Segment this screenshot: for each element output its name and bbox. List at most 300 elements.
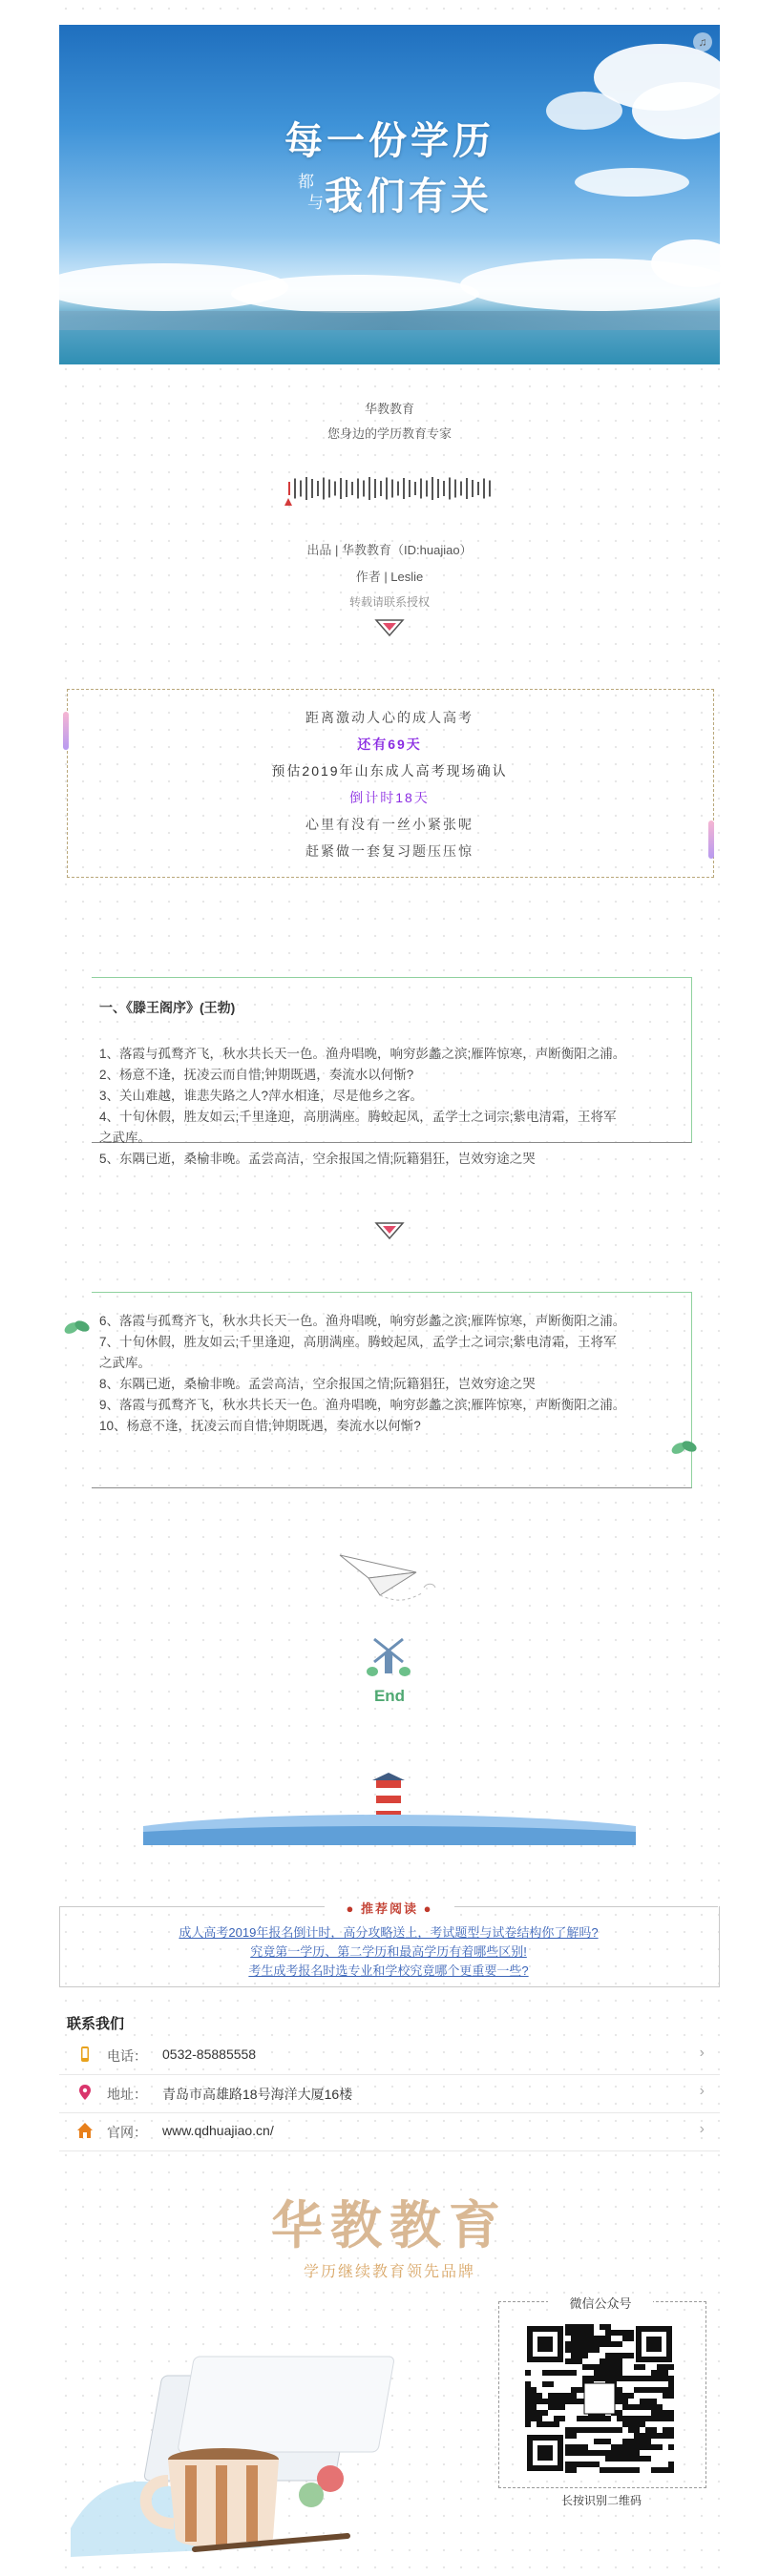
qr-module [657, 2444, 663, 2450]
waveform-bar [432, 477, 433, 500]
qr-module [577, 2444, 582, 2450]
qr-module [640, 2416, 645, 2421]
qr-module [559, 2416, 565, 2421]
waveform-bar [426, 481, 428, 497]
qr-module [645, 2387, 651, 2393]
qr-module [617, 2353, 622, 2358]
waveform-bar [334, 482, 336, 496]
qr-module [640, 2399, 645, 2404]
location-pin-icon [76, 2084, 94, 2101]
waveform-bar [449, 478, 451, 500]
credit-reprint: 转载请联系授权 [348, 595, 430, 609]
qr-module [542, 2370, 548, 2376]
qr-module [571, 2450, 577, 2456]
qr-module [531, 2410, 537, 2416]
qr-module [548, 2370, 554, 2376]
qr-module [571, 2444, 577, 2450]
qr-module [611, 2427, 617, 2433]
qr-code[interactable] [525, 2324, 674, 2473]
qr-module [588, 2364, 594, 2370]
qr-module [657, 2364, 663, 2370]
qr-module [628, 2439, 634, 2444]
qr-module [628, 2456, 634, 2462]
qr-module [600, 2439, 605, 2444]
divider-triangle-icon [374, 618, 405, 637]
qr-module [525, 2404, 531, 2410]
qr-module [554, 2416, 559, 2421]
qr-module [617, 2330, 622, 2336]
music-note-icon[interactable]: ♫ [693, 32, 712, 52]
qr-module [657, 2370, 663, 2376]
qr-module [634, 2450, 640, 2456]
qr-module [565, 2462, 571, 2467]
waveform-bar [472, 480, 474, 497]
qr-module [622, 2330, 628, 2336]
chevron-right-icon: › [699, 2121, 705, 2137]
qr-module [531, 2404, 537, 2410]
qr-module [617, 2364, 622, 2370]
qr-module [571, 2358, 577, 2364]
qr-module [548, 2404, 554, 2410]
qr-module [582, 2341, 588, 2347]
qr-module [582, 2336, 588, 2341]
qr-module [525, 2381, 531, 2387]
qr-module [582, 2427, 588, 2433]
qr-module [617, 2399, 622, 2404]
waveform-bar [288, 482, 290, 495]
qr-module [565, 2399, 571, 2404]
qr-module [594, 2462, 600, 2467]
qr-module [611, 2341, 617, 2347]
qr-module [617, 2376, 622, 2381]
qr-module [565, 2393, 571, 2399]
qr-module [622, 2467, 628, 2473]
qr-module [617, 2416, 622, 2421]
waveform-bar [294, 479, 296, 499]
qr-module [525, 2416, 531, 2421]
hero-small-char1: 都 [298, 173, 314, 191]
qr-module [594, 2364, 600, 2370]
qr-module [582, 2462, 588, 2467]
waveform-bar [397, 482, 399, 496]
qr-module [577, 2416, 582, 2421]
qr-module [611, 2450, 617, 2456]
contact-address-row[interactable] [59, 2074, 720, 2113]
poem-line: 之武库。 [99, 1131, 151, 1145]
countdown-line1: 距离激动人心的成人高考 [305, 710, 474, 725]
qr-module [628, 2376, 634, 2381]
qr-module [657, 2467, 663, 2473]
qr-module [594, 2439, 600, 2444]
qr-module [571, 2336, 577, 2341]
waveform-bar [340, 478, 342, 499]
qr-module [617, 2410, 622, 2416]
qr-module [651, 2433, 657, 2439]
qr-module [537, 2410, 542, 2416]
qr-module [645, 2439, 651, 2444]
contact-label: 官网： [107, 2125, 147, 2140]
qr-module [577, 2358, 582, 2364]
recommend-link[interactable]: 成人高考2019年报名倒计时，高分攻略送上，考试题型与试卷结构你了解吗? [179, 1925, 599, 1940]
qr-module [525, 2387, 531, 2393]
qr-module [622, 2416, 628, 2421]
qr-module [611, 2376, 617, 2381]
qr-module [668, 2376, 674, 2381]
qr-module [622, 2404, 628, 2410]
countdown-days: 还有69天 [357, 737, 422, 752]
qr-module [617, 2456, 622, 2462]
waveform-bar [374, 479, 376, 498]
waveform-bar [403, 478, 405, 499]
qr-module [582, 2376, 588, 2381]
qr-module [565, 2427, 571, 2433]
qr-module [628, 2444, 634, 2450]
qr-module [645, 2427, 651, 2433]
qr-module [548, 2381, 554, 2387]
end-label: End [373, 1687, 406, 1705]
waveform-bar [454, 480, 456, 498]
poem-line: 3、关山难越，谁悲失路之人?萍水相逢，尽是他乡之客。 [99, 1089, 424, 1103]
qr-module [622, 2376, 628, 2381]
countdown-line3: 预估2019年山东成人高考现场确认 [271, 763, 508, 779]
qr-module [628, 2416, 634, 2421]
qr-module [588, 2341, 594, 2347]
qr-module [657, 2404, 663, 2410]
qr-module [651, 2427, 657, 2433]
qr-module [657, 2376, 663, 2381]
qr-module [634, 2456, 640, 2462]
waveform-bar [380, 481, 382, 496]
qr-module [657, 2433, 663, 2439]
qr-module [588, 2427, 594, 2433]
qr-module [628, 2393, 634, 2399]
qr-module [577, 2427, 582, 2433]
recommend-links [59, 1923, 718, 1981]
contact-label: 地址： [107, 2087, 147, 2102]
qr-module [663, 2433, 668, 2439]
brand-tagline: 您身边的学历教育专家 [326, 426, 452, 441]
qr-module [663, 2364, 668, 2370]
waveform-bar [305, 477, 307, 500]
qr-module [611, 2358, 617, 2364]
qr-module [554, 2399, 559, 2404]
qr-module [588, 2336, 594, 2341]
poem-line: 9、落霞与孤鹜齐飞，秋水共长天一色。渔舟唱晚，响穷彭蠡之滨;雁阵惊寒，声断衡阳之浦。 [99, 1398, 626, 1412]
waveform-bar [323, 478, 325, 500]
recommend-link[interactable]: 考生成考报名时选专业和学校究竟哪个更重要一些? [248, 1963, 529, 1978]
qr-module [600, 2450, 605, 2456]
lighthouse-scene [143, 1773, 636, 1845]
qr-module [645, 2404, 651, 2410]
qr-module [651, 2410, 657, 2416]
qr-module [668, 2393, 674, 2399]
qr-module [571, 2399, 577, 2404]
waveform-bar [363, 481, 365, 497]
qr-module [605, 2370, 611, 2376]
qr-module [594, 2347, 600, 2353]
qr-module [537, 2393, 542, 2399]
qr-module [605, 2467, 611, 2473]
credit-author: 作者 | Leslie [355, 570, 424, 584]
qr-module [554, 2421, 559, 2427]
qr-module [577, 2341, 582, 2347]
qr-module [605, 2336, 611, 2341]
paper-plane-icon [330, 1546, 445, 1612]
qr-module [628, 2421, 634, 2427]
qr-module [588, 2376, 594, 2381]
poem-line: 4、十旬休假，胜友如云;千里逢迎，高朋满座。腾蛟起凤，孟学士之词宗;紫电清霜，王将军 [99, 1110, 617, 1124]
qr-module [611, 2370, 617, 2376]
qr-module [594, 2450, 600, 2456]
contact-website-row[interactable] [59, 2112, 720, 2151]
qr-module [571, 2347, 577, 2353]
hero-small-char2: 与 [307, 194, 324, 212]
qr-module [525, 2393, 531, 2399]
qr-module [668, 2364, 674, 2370]
section2-list [99, 1311, 682, 1437]
qr-module [605, 2416, 611, 2421]
qr-module [577, 2387, 582, 2393]
qr-module [617, 2387, 622, 2393]
qr-module [565, 2330, 571, 2336]
qr-module [565, 2341, 571, 2347]
qr-module [651, 2370, 657, 2376]
poem-line: 1、落霞与孤鹜齐飞，秋水共长天一色。渔舟唱晚，响穷彭蠡之滨;雁阵惊寒，声断衡阳之浦。 [99, 1047, 626, 1061]
qr-module [525, 2370, 531, 2376]
qr-module [668, 2416, 674, 2421]
qr-module [571, 2467, 577, 2473]
qr-module [605, 2358, 611, 2364]
qr-module [651, 2416, 657, 2421]
qr-module [582, 2416, 588, 2421]
contact-phone-row[interactable] [59, 2036, 720, 2075]
qr-module [668, 2444, 674, 2450]
phone-value: 0532-85885558 [162, 2046, 257, 2062]
qr-module [640, 2421, 645, 2427]
waveform-bar [368, 477, 370, 500]
qr-module [525, 2410, 531, 2416]
qr-module [668, 2381, 674, 2387]
qr-module [640, 2439, 645, 2444]
qr-module [525, 2399, 531, 2404]
qr-module [582, 2444, 588, 2450]
qr-module [582, 2330, 588, 2336]
qr-module [600, 2370, 605, 2376]
poem-line: 2、杨意不逢，抚凌云而自惜;钟期既遇，奏流水以何惭? [99, 1068, 414, 1082]
qr-module [571, 2330, 577, 2336]
waveform-bar [483, 479, 485, 499]
qr-module [668, 2462, 674, 2467]
qr-module [594, 2341, 600, 2347]
qr-module [634, 2421, 640, 2427]
poem-line: 5、东隅已逝，桑榆非晚。孟尝高洁，空余报国之情;阮籍猖狂，岂效穷途之哭 [99, 1152, 536, 1166]
waveform-bar [357, 479, 359, 499]
qr-module [559, 2393, 565, 2399]
qr-module [617, 2370, 622, 2376]
home-icon [76, 2122, 94, 2139]
qr-hint: 长按识别二维码 [560, 2494, 642, 2507]
website-value: www.qdhuajiao.cn/ [162, 2123, 274, 2138]
qr-module [628, 2427, 634, 2433]
qr-module [588, 2450, 594, 2456]
qr-title: 微信公众号 [548, 2294, 653, 2312]
qr-module [605, 2364, 611, 2370]
credit-source: 出品 | 华教教育（ID:huajiao） [306, 543, 473, 557]
coffee-books-illustration [61, 2299, 481, 2566]
qr-module [600, 2341, 605, 2347]
qr-module [622, 2353, 628, 2358]
qr-module [651, 2467, 657, 2473]
address-value: 青岛市高雄路18号海洋大厦16楼 [162, 2087, 353, 2102]
waveform-bar [443, 481, 445, 496]
qr-module [634, 2433, 640, 2439]
qr-module [588, 2416, 594, 2421]
recommend-link[interactable]: 究竟第一学历、第二学历和最高学历有着哪些区别! [250, 1944, 527, 1959]
qr-module [548, 2393, 554, 2399]
qr-module [531, 2387, 537, 2393]
qr-module [645, 2433, 651, 2439]
waveform-bar [346, 480, 347, 497]
waveform-bar [460, 482, 462, 496]
hero-banner [59, 25, 720, 364]
qr-module [622, 2399, 628, 2404]
qr-module [594, 2370, 600, 2376]
qr-module [571, 2427, 577, 2433]
qr-module [628, 2330, 634, 2336]
hero-title-line2: 我们有关 [325, 175, 493, 218]
qr-module [668, 2387, 674, 2393]
waveform-bar [409, 480, 411, 497]
qr-module [571, 2433, 577, 2439]
countdown-line5: 心里有没有一丝小紧张呢 [305, 817, 474, 832]
qr-module [571, 2462, 577, 2467]
qr-module [663, 2370, 668, 2376]
waveform-bar [420, 479, 422, 499]
contact-label: 电话： [107, 2048, 147, 2064]
waveform-bar [437, 479, 439, 498]
qr-module [525, 2421, 531, 2427]
waveform-bar [351, 482, 353, 495]
qr-module [640, 2456, 645, 2462]
qr-module [565, 2370, 571, 2376]
qr-module [588, 2462, 594, 2467]
qr-module [554, 2370, 559, 2376]
qr-module [634, 2416, 640, 2421]
poem-line: 8、东隅已逝，桑榆非晚。孟尝高洁，空余报国之情;阮籍猖狂，岂效穷途之哭 [99, 1377, 536, 1391]
waveform-bar [317, 481, 319, 496]
qr-module [594, 2376, 600, 2381]
qr-module [582, 2364, 588, 2370]
qr-module [577, 2336, 582, 2341]
qr-module [645, 2416, 651, 2421]
qr-module [657, 2416, 663, 2421]
qr-module [565, 2324, 571, 2330]
qr-module [622, 2450, 628, 2456]
qr-module [622, 2393, 628, 2399]
qr-module [622, 2439, 628, 2444]
chevron-right-icon: › [699, 2045, 705, 2061]
waveform-bar [300, 481, 302, 497]
qr-module [542, 2399, 548, 2404]
qr-module [634, 2387, 640, 2393]
qr-module [663, 2467, 668, 2473]
qr-module [617, 2444, 622, 2450]
section1-heading: 一、《滕王阁序》(王勃) [99, 1000, 236, 1015]
qr-module [634, 2444, 640, 2450]
qr-module [531, 2416, 537, 2421]
qr-module [537, 2399, 542, 2404]
qr-module [605, 2330, 611, 2336]
qr-module [571, 2341, 577, 2347]
qr-module [663, 2427, 668, 2433]
qr-module [668, 2410, 674, 2416]
qr-module [537, 2421, 542, 2427]
footer-brand: 华教教育 [271, 2195, 508, 2255]
waveform-bar [328, 480, 330, 498]
qr-module [559, 2404, 565, 2410]
qr-module [617, 2358, 622, 2364]
qr-module [588, 2347, 594, 2353]
qr-module [628, 2353, 634, 2358]
qr-module [571, 2324, 577, 2330]
qr-module [605, 2353, 611, 2358]
qr-module [588, 2324, 594, 2330]
qr-module [600, 2358, 605, 2364]
qr-module [588, 2330, 594, 2336]
qr-module [617, 2450, 622, 2456]
waveform-bar [386, 478, 388, 500]
qr-module [611, 2364, 617, 2370]
qr-module [605, 2324, 611, 2330]
countdown-confirm: 倒计时18天 [349, 790, 430, 805]
qr-module [594, 2427, 600, 2433]
qr-module [640, 2444, 645, 2450]
qr-module [628, 2404, 634, 2410]
chevron-right-icon: › [699, 2083, 705, 2099]
brand-name: 华教教育 [364, 402, 414, 416]
qr-module [645, 2444, 651, 2450]
qr-module [594, 2336, 600, 2341]
qr-module [542, 2381, 548, 2387]
poem-line: 之武库。 [99, 1356, 151, 1370]
qr-module [577, 2347, 582, 2353]
qr-module [651, 2387, 657, 2393]
poem-line: 10、杨意不逢，抚凌云而自惜;钟期既遇，奏流水以何惭? [99, 1419, 421, 1433]
qr-module [600, 2427, 605, 2433]
qr-module [663, 2387, 668, 2393]
qr-module [600, 2376, 605, 2381]
qr-module [645, 2456, 651, 2462]
audio-waveform[interactable] [283, 469, 498, 509]
qr-module [651, 2404, 657, 2410]
qr-module [622, 2336, 628, 2341]
qr-module [605, 2456, 611, 2462]
qr-module [634, 2439, 640, 2444]
qr-module [634, 2427, 640, 2433]
qr-module [668, 2467, 674, 2473]
qr-module [634, 2376, 640, 2381]
qr-module [617, 2341, 622, 2347]
qr-module [617, 2427, 622, 2433]
qr-module [571, 2393, 577, 2399]
qr-module [531, 2393, 537, 2399]
qr-module [663, 2376, 668, 2381]
qr-module [617, 2393, 622, 2399]
qr-module [577, 2450, 582, 2456]
waveform-bar [489, 481, 491, 497]
qr-module [600, 2416, 605, 2421]
poem-line: 7、十旬休假，胜友如云;千里逢迎，高朋满座。腾蛟起凤，孟学士之词宗;紫电清霜，王将军 [99, 1335, 617, 1349]
